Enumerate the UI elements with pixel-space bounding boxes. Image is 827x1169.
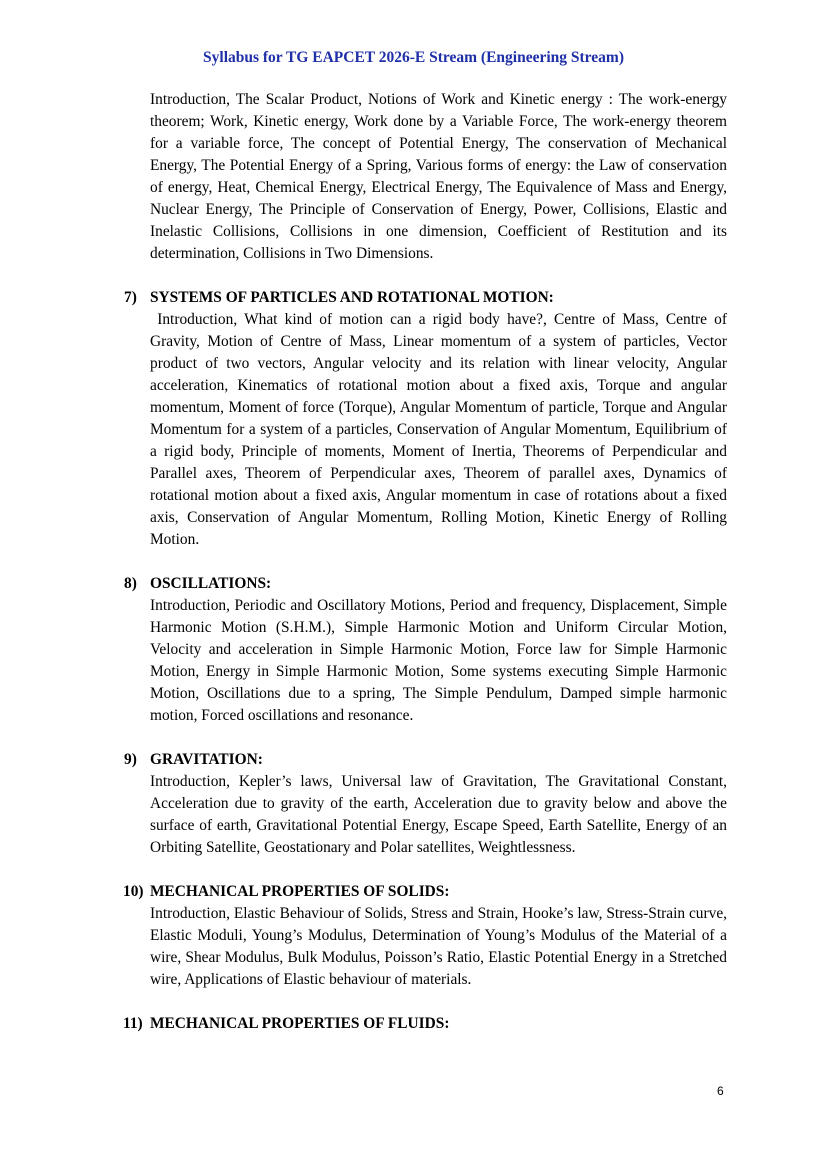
section-number: 9) (124, 751, 137, 768)
section-body: Introduction, What kind of motion can a rigid body have?, Centre of Mass, Centre of Gravity, Motion of Centre of Mass, Linear momentum of a system of particles, Vector product of two vectors, Angular velocity and its relation with linear velocity, Angular acceleration, Kinematics of rotational motion about a fixed axis, Torque and angular momentum, Moment of force (Torque), Angular Momentum of particle, Torque and Angular Momentum for a system of a particles, Conservation of Angular Momentum, Equilibrium of a rigid body, Principle of moments, Moment of Inertia, Theorems of Perpendicular and Parallel axes, Theorem of Perpendicular axes, Theorem of parallel axes, Dynamics of rotational motion about a fixed axis, Angular momentum in case of rotations about a fixed axis, Conservation of Angular Momentum, Rolling Motion, Kinetic Energy of Rolling Motion. (150, 311, 731, 548)
section-number: 11) (123, 1015, 143, 1032)
section-body: Introduction, Elastic Behaviour of Solids, Stress and Strain, Hooke’s law, Stress-Strain curve, Elastic Moduli, Young’s Modulus, Determination of Young’s Modulus of the Material of a wire, Shear Modulus, Bulk Modulus, Poisson’s Ratio, Elastic Potential Energy in a Stretched wire, Applications of Elastic behaviour of materials. (150, 905, 727, 988)
section-title: GRAVITATION: (150, 751, 263, 768)
section-7 (124, 287, 731, 551)
section-title: MECHANICAL PROPERTIES OF FLUIDS: (150, 1015, 450, 1032)
section-number: 7) (124, 289, 137, 306)
section-8 (124, 573, 727, 727)
section-title: MECHANICAL PROPERTIES OF SOLIDS: (150, 883, 450, 900)
section-body: Introduction, Periodic and Oscillatory Motions, Period and frequency, Displacement, Simple Harmonic Motion (S.H.M.), Simple Harmonic Motion and Uniform Circular Motion, Velocity and acceleration in Simple Harmonic Motion, Force law for Simple Harmonic Motion, Energy in Simple Harmonic Motion, Some systems executing Simple Harmonic Motion, Oscillations due to a spring, The Simple Pendulum, Damped simple harmonic motion, Forced oscillations and resonance. (150, 597, 727, 724)
section-11 (123, 1013, 727, 1035)
page-header: Syllabus for TG EAPCET 2026-E Stream (Engineering Stream) (203, 49, 624, 66)
section-10 (123, 881, 727, 991)
section-number: 10) (123, 883, 144, 900)
syllabus-content (123, 89, 731, 1035)
section-number: 8) (124, 575, 137, 592)
section-title: OSCILLATIONS: (150, 575, 272, 592)
page-number: 6 (717, 1084, 724, 1098)
section-9 (124, 749, 727, 859)
section-body: Introduction, Kepler’s laws, Universal law of Gravitation, The Gravitational Constant, Acceleration due to gravity of the earth, Acceleration due to gravity below and above the surface of earth, Gravitational Potential Energy, Escape Speed, Earth Satellite, Energy of an Orbiting Satellite, Geostationary and Polar satellites, Weightlessness. (150, 773, 727, 856)
section-title: SYSTEMS OF PARTICLES AND ROTATIONAL MOTION: (150, 289, 554, 306)
intro-paragraph: Introduction, The Scalar Product, Notions of Work and Kinetic energy : The work-energy theorem; Work, Kinetic energy, Work done by a Variable Force, The work-energy theorem for a variable force, The concept of Potential Energy, The conservation of Mechanical Energy, The Potential Energy of a Spring, Various forms of energy: the Law of conservation of energy, Heat, Chemical Energy, Electrical Energy, The Equivalence of Mass and Energy, Nuclear Energy, The Principle of Conservation of Energy, Power, Collisions, Elastic and Inelastic Collisions, Collisions in one dimension, Coefficient of Restitution and its determination, Collisions in Two Dimensions. (150, 91, 727, 262)
